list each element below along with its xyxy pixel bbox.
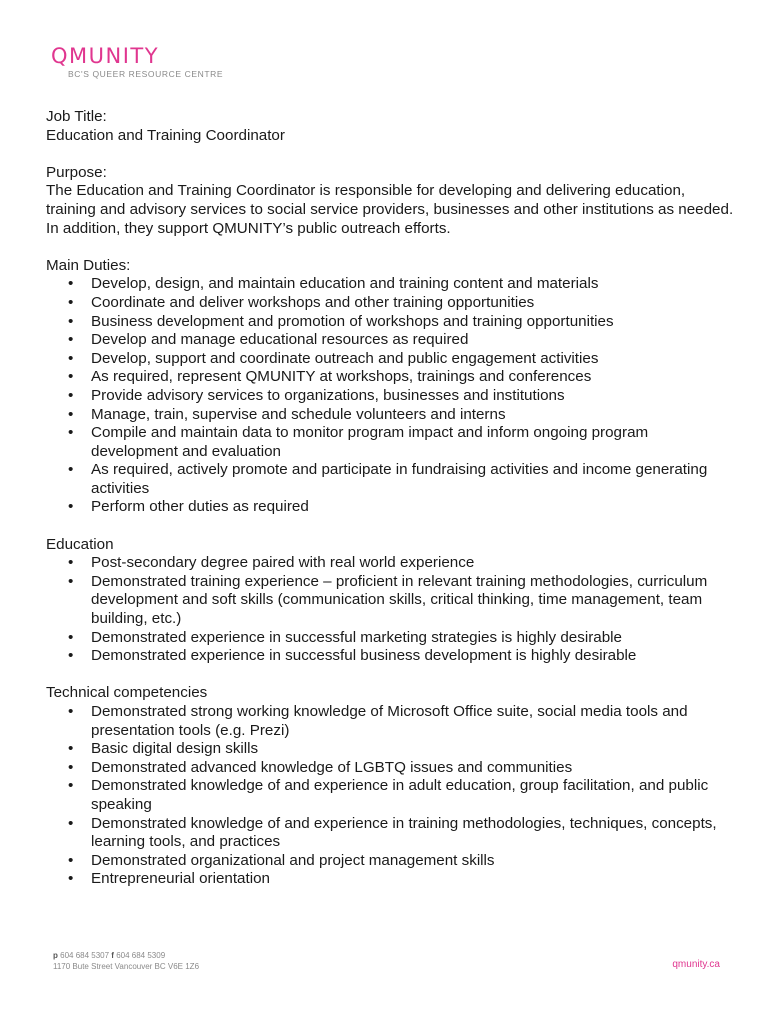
- footer-address: 1170 Bute Street Vancouver BC V6E 1Z6: [53, 962, 200, 971]
- list-item: [46, 629, 736, 648]
- list-item: [46, 498, 736, 517]
- bullet-icon: •: [68, 424, 74, 442]
- list-item-text: Basic digital design skills: [91, 740, 259, 758]
- bullet-icon: •: [68, 851, 74, 869]
- list-item: [46, 554, 736, 573]
- bullet-icon: •: [68, 331, 74, 349]
- technical-heading: Technical competencies: [46, 684, 208, 702]
- logo-tagline: BC'S QUEER RESOURCE CENTRE: [68, 69, 224, 79]
- list-item: [46, 870, 736, 889]
- list-item: [46, 294, 736, 313]
- bullet-icon: •: [68, 740, 74, 758]
- bullet-icon: •: [68, 554, 74, 572]
- footer-fax: 604 684 5309: [116, 951, 166, 960]
- list-item: [46, 759, 736, 778]
- list-item: [46, 573, 736, 629]
- list-item-text: Business development and promotion of workshops and training opportunities: [91, 312, 614, 330]
- education-list: [46, 554, 736, 666]
- list-item: [46, 424, 736, 461]
- main-duties-heading: Main Duties:: [46, 256, 131, 274]
- bullet-icon: •: [68, 814, 74, 832]
- bullet-icon: •: [68, 498, 74, 516]
- list-item: [46, 313, 736, 332]
- bullet-icon: •: [68, 405, 74, 423]
- bullet-icon: •: [68, 628, 74, 646]
- list-item-text: Develop and manage educational resources as required: [91, 331, 469, 349]
- list-item-text: Develop, design, and maintain education and training content and materials: [91, 275, 599, 293]
- list-item-text: Demonstrated experience in successful marketing strategies is highly desirable: [91, 628, 622, 646]
- list-item: [46, 387, 736, 406]
- list-item-text: As required, represent QMUNITY at workshops, trainings and conferences: [91, 368, 592, 386]
- list-item-text: Manage, train, supervise and schedule volunteers and interns: [91, 405, 506, 423]
- list-item-text: Demonstrated knowledge of and experience in adult education, group facilitation, and public speaking: [91, 777, 709, 813]
- bullet-icon: •: [68, 275, 74, 293]
- list-item-text: Provide advisory services to organizations, businesses and institutions: [91, 386, 565, 404]
- bullet-icon: •: [68, 703, 74, 720]
- footer-phone: 604 684 5307: [60, 951, 110, 960]
- list-item-text: Demonstrated organizational and project management skills: [91, 851, 495, 869]
- bullet-icon: •: [68, 647, 74, 665]
- list-item-text: As required, actively promote and participate in fundraising activities and income generating activities: [91, 461, 708, 497]
- list-item-text: Demonstrated training experience – proficient in relevant training methodologies, curriculum development and soft skills (communication skills, critical thinking, time management, team building, etc.): [91, 572, 708, 628]
- bullet-icon: •: [68, 386, 74, 404]
- purpose-label: Purpose:: [46, 163, 107, 181]
- job-title: Education and Training Coordinator: [46, 126, 285, 144]
- list-item: [46, 350, 736, 369]
- footer-contact: [53, 950, 199, 972]
- bullet-icon: •: [68, 461, 74, 479]
- bullet-icon: •: [68, 777, 74, 795]
- qmunity-logo: [51, 44, 223, 80]
- list-item-text: Entrepreneurial orientation: [91, 870, 270, 888]
- list-item-text: Demonstrated experience in successful business development is highly desirable: [91, 647, 637, 665]
- list-item-text: Perform other duties as required: [91, 498, 309, 516]
- list-item: [46, 331, 736, 350]
- list-item: [46, 275, 736, 294]
- bullet-icon: •: [68, 312, 74, 330]
- logo-wordmark: QMUNITY: [51, 44, 160, 68]
- list-item: [46, 815, 736, 852]
- list-item: [46, 740, 736, 759]
- bullet-icon: •: [68, 349, 74, 367]
- list-item: [46, 406, 736, 425]
- technical-list: [46, 703, 736, 889]
- list-item-text: Demonstrated advanced knowledge of LGBTQ issues and communities: [91, 758, 573, 776]
- list-item-text: Demonstrated knowledge of and experience in training methodologies, techniques, concepts, learning tools, and practices: [91, 814, 717, 851]
- list-item-text: Post-secondary degree paired with real world experience: [91, 554, 475, 572]
- footer-website-link[interactable]: qmunity.ca: [672, 959, 720, 970]
- list-item: [46, 647, 736, 666]
- bullet-icon: •: [68, 293, 74, 311]
- bullet-icon: •: [68, 572, 74, 590]
- list-item-text: Demonstrated strong working knowledge of Microsoft Office suite, social media tools and presentation tools (e.g. Prezi): [91, 703, 688, 739]
- bullet-icon: •: [68, 368, 74, 386]
- list-item-text: Develop, support and coordinate outreach and public engagement activities: [91, 349, 599, 367]
- list-item: [46, 461, 736, 498]
- bullet-icon: •: [68, 758, 74, 776]
- main-duties-list: [46, 275, 736, 517]
- job-description: [46, 108, 736, 889]
- list-item: [46, 703, 736, 740]
- list-item-text: Coordinate and deliver workshops and other training opportunities: [91, 293, 535, 311]
- list-item-text: Compile and maintain data to monitor program impact and inform ongoing program development and evaluation: [91, 424, 649, 460]
- footer-phone-line: p 604 684 5307 f 604 684 5309: [53, 951, 166, 960]
- education-heading: Education: [46, 535, 114, 553]
- list-item: [46, 777, 736, 814]
- job-title-label: Job Title:: [46, 108, 107, 125]
- list-item: [46, 368, 736, 387]
- list-item: [46, 852, 736, 871]
- bullet-icon: •: [68, 870, 74, 888]
- purpose-text: The Education and Training Coordinator is responsible for developing and delivering education, training and advisory services to social service providers, businesses and other institutions as needed. In addition, they support QMUNITY’s public outreach efforts.: [46, 182, 734, 237]
